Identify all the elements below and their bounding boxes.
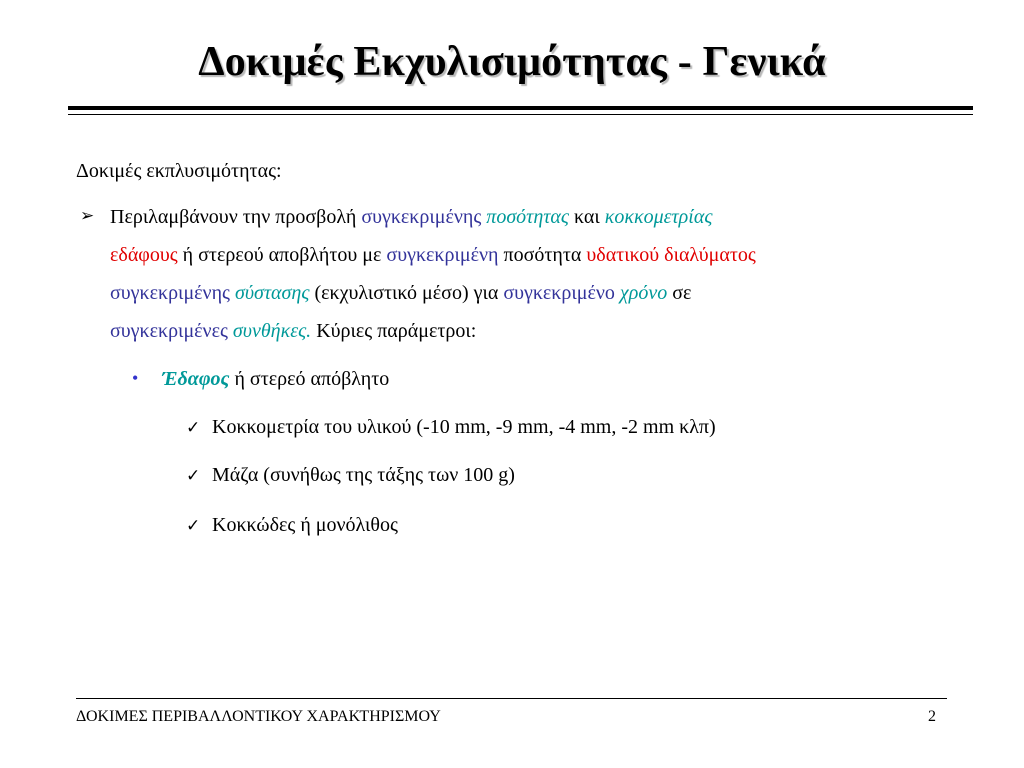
highlight-blue: συγκεκριμένης [361, 206, 482, 228]
text-segment: ποσότητα [498, 244, 587, 266]
check-item-label: Μάζα (συνήθως της τάξης των 100 g) [212, 464, 515, 486]
arrow-bullet-icon: ➢ [80, 206, 95, 225]
footer-divider [76, 698, 947, 699]
check-item [186, 416, 716, 439]
check-item-label: Κοκκομετρία του υλικού (-10 mm, -9 mm, -4 mm, -2 mm κλπ) [212, 416, 716, 438]
highlight-red: εδάφους [110, 244, 178, 266]
text-segment: (εκχυλιστικό μέσο) για [309, 282, 504, 304]
check-item [186, 514, 398, 537]
footer-course-title: ΔΟΚΙΜΕΣ ΠΕΡΙΒΑΛΛΟΝΤΙΚΟΥ ΧΑΡΑΚΤΗΡΙΣΜΟΥ [76, 708, 441, 725]
dot-bullet-icon: • [132, 368, 139, 388]
title-divider-thin [68, 114, 973, 115]
highlight-teal: ποσότητας [486, 206, 570, 228]
slide-title: Δοκιμές Εκχυλισιμότητας - Γενικά [198, 39, 826, 85]
text-segment: σε [667, 282, 692, 304]
highlight-blue: συγκεκριμένης [110, 282, 230, 304]
highlight-teal: κοκκομετρίας [604, 206, 713, 228]
checkmark-icon: ✓ [186, 418, 201, 438]
highlight-teal: χρόνο [619, 282, 668, 304]
highlight-blue: συγκεκριμένες [110, 320, 228, 342]
highlight-blue: συγκεκριμένη [386, 244, 499, 266]
main-paragraph [110, 198, 950, 350]
highlight-teal: σύστασης [234, 282, 310, 304]
text-segment: Περιλαμβάνουν την προσβολή [110, 206, 362, 228]
check-item-label: Κοκκώδες ή μονόλιθος [212, 514, 398, 536]
text-segment: Κύριες παράμετροι: [311, 320, 477, 342]
text-segment: ή στερεού αποβλήτου με [177, 244, 387, 266]
checkmark-icon: ✓ [186, 466, 201, 486]
highlight-blue: συγκεκριμένο [503, 282, 615, 304]
text-segment: και [569, 206, 605, 228]
sub-bullet-rest: ή στερεό απόβλητο [229, 368, 390, 390]
check-item [186, 464, 515, 487]
highlight-red: υδατικού διαλύματος [586, 244, 756, 266]
highlight-teal: συνθήκες. [232, 320, 312, 342]
sub-bullet-item [162, 368, 389, 391]
intro-text: Δοκιμές εκπλυσιμότητας: [76, 160, 282, 182]
page-number: 2 [928, 708, 936, 725]
sub-bullet-term: Έδαφος [162, 368, 230, 390]
checkmark-icon: ✓ [186, 516, 201, 536]
title-divider-thick [68, 106, 973, 110]
